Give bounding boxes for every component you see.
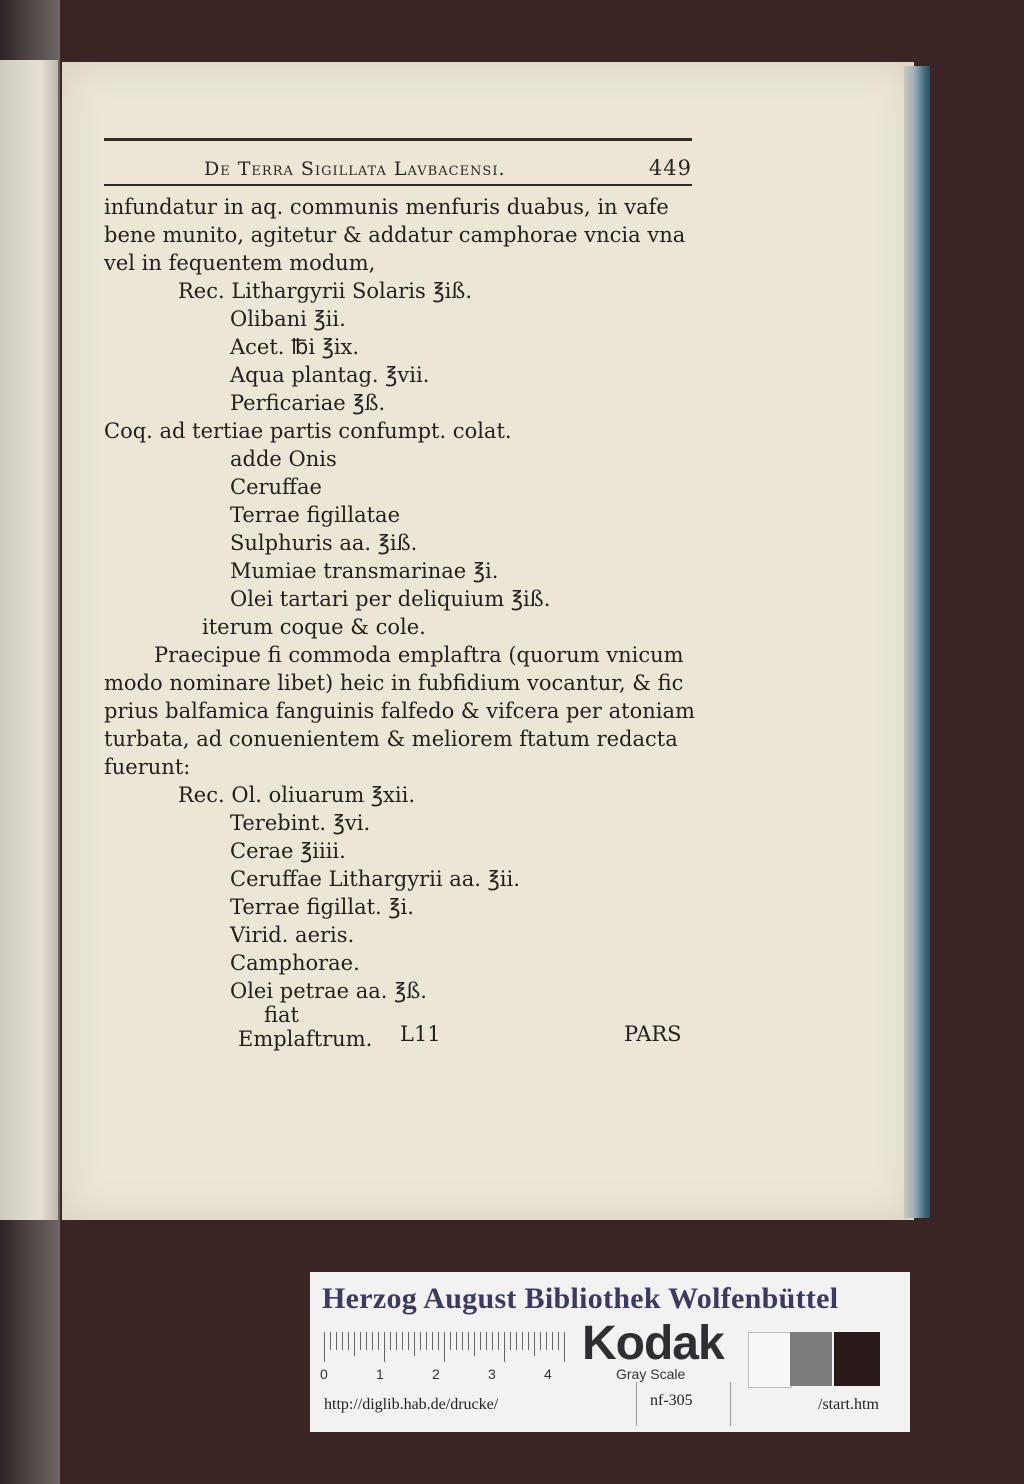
text-line: turbata, ad conuenientem & meliorem ftatum redacta [104, 727, 678, 751]
scan-color-strip [310, 1272, 910, 1432]
text-line: Terebint. ℥vi. [230, 811, 371, 835]
library-name: Herzog August Bibliothek Wolfenbüttel [322, 1282, 839, 1315]
text-line: infundatur in aq. communis menfuris duabus, in vafe [104, 195, 669, 219]
ruler-number: 4 [544, 1366, 552, 1382]
text-line: prius balfamica fanguinis falfedo & vifcera per atoniam [104, 699, 695, 723]
text-line: Virid. aeris. [230, 923, 355, 947]
text-line: Rec. Ol. oliuarum ℥xii. [178, 783, 415, 807]
text-line: Praecipue fi commoda emplaftra (quorum vnicum [154, 643, 684, 667]
header-rule-top [104, 138, 692, 141]
ruler-number: 3 [488, 1366, 496, 1382]
text-line: bene munito, agitetur & addatur camphorae vncia vna [104, 223, 686, 247]
page-number: 449 [648, 156, 692, 180]
ruler-number: 0 [320, 1366, 328, 1382]
text-line: fuerunt: [104, 755, 191, 779]
separator [636, 1382, 637, 1426]
ruler-scale [324, 1332, 564, 1362]
running-head-title: De Terra Sigillata Lavbacensi. [204, 158, 506, 180]
signature-mark: L11 [400, 1022, 441, 1046]
kodak-logo: Kodak [582, 1317, 724, 1370]
scan-code: nf-305 [650, 1392, 693, 1409]
catchword: PARS [624, 1022, 682, 1046]
text-line: Olibani ℥ii. [230, 307, 346, 331]
gray-scale-label: Gray Scale [616, 1366, 686, 1382]
text-line: Coq. ad tertiae partis confumpt. colat. [104, 419, 512, 443]
text-line: adde Onis [230, 447, 337, 471]
text-line: Mumiae transmarinae ℥i. [230, 559, 499, 583]
ruler-number: 2 [432, 1366, 440, 1382]
text-line: fiat [264, 1003, 299, 1027]
page-fore-edge [904, 66, 930, 1218]
separator [730, 1382, 731, 1426]
text-line: Emplaftrum. [238, 1027, 373, 1051]
text-line: Olei tartari per deliquium ℥iß. [230, 587, 551, 611]
text-line: Perficariae ℥ß. [230, 391, 386, 415]
gray-swatch-white [748, 1332, 792, 1388]
gray-swatch-mid [790, 1332, 832, 1386]
scan-start-path: /start.htm [818, 1396, 879, 1413]
text-line: Camphorae. [230, 951, 360, 975]
text-line: Terrae figillat. ℥i. [230, 895, 414, 919]
facing-page-edge [0, 60, 58, 1220]
text-line: vel in fequentem modum, [104, 251, 376, 275]
text-line: Sulphuris aa. ℥iß. [230, 531, 418, 555]
text-line: Ceruffae Lithargyrii aa. ℥ii. [230, 867, 520, 891]
scan-url: http://diglib.hab.de/drucke/ [324, 1396, 499, 1413]
running-head [104, 154, 692, 186]
header-rule-bottom [104, 184, 692, 186]
text-line: Terrae figillatae [230, 503, 401, 527]
text-line: modo nominare libet) heic in fubfidium vocantur, & fic [104, 671, 684, 695]
text-line: iterum coque & cole. [202, 615, 426, 639]
text-line: Ceruffae [230, 475, 322, 499]
text-line: Acet. ℔i ℥ix. [230, 335, 360, 359]
text-line: Cerae ℥iiii. [230, 839, 346, 863]
ruler-number: 1 [376, 1366, 384, 1382]
text-line: Olei petrae aa. ℥ß. [230, 979, 427, 1003]
text-line: Rec. Lithargyrii Solaris ℥iß. [178, 279, 473, 303]
gray-swatch-black [834, 1332, 880, 1386]
text-line: Aqua plantag. ℥vii. [230, 363, 430, 387]
